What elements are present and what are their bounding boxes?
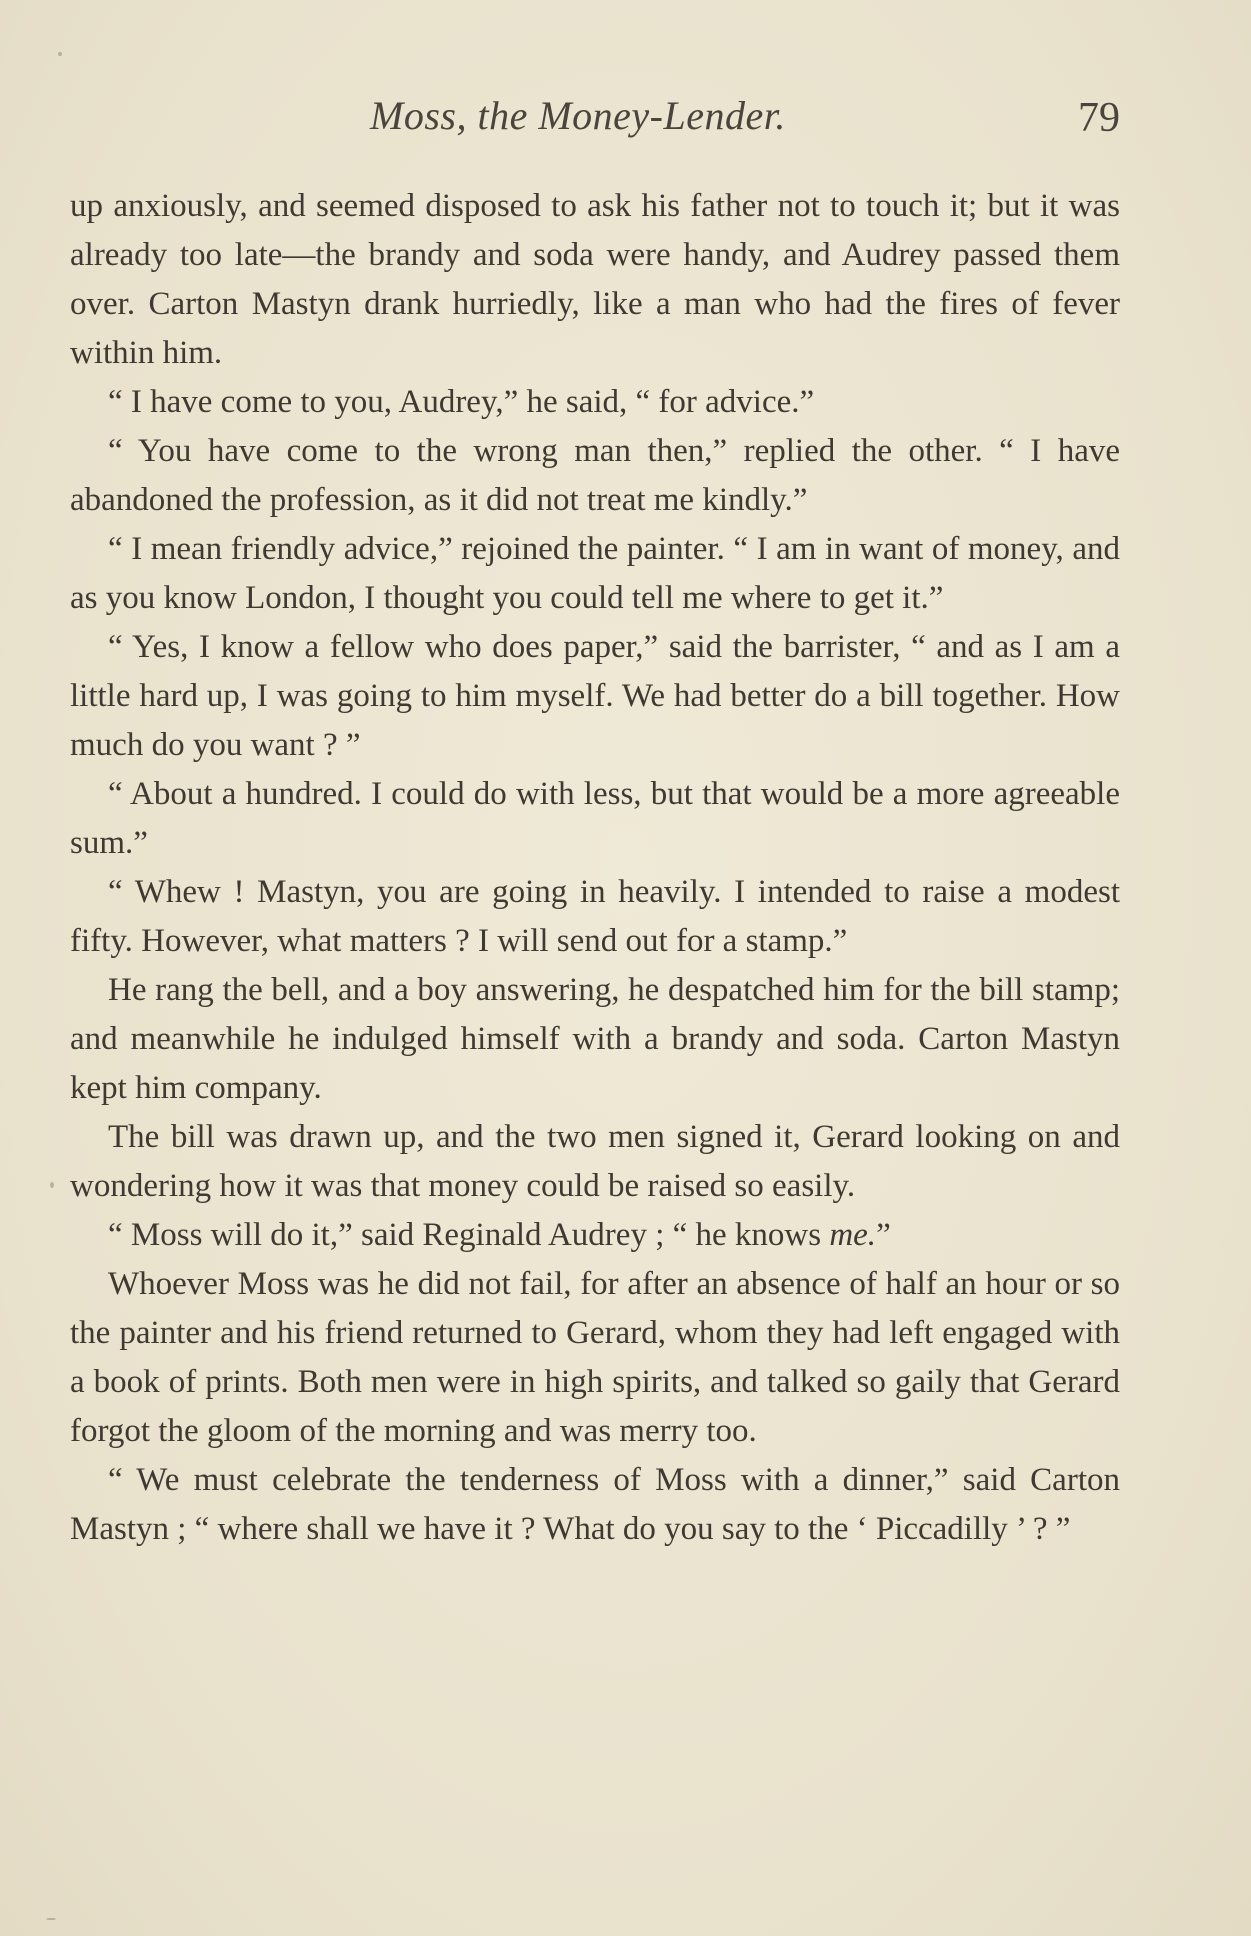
- running-head: [70, 92, 1120, 152]
- paragraph-3: “ You have come to the wrong man then,” replied the other. “ I have abandoned the profession, as it did not treat me kindly.”: [70, 433, 1120, 518]
- paragraph-9: The bill was drawn up, and the two men signed it, Gerard looking on and wondering how it was that money could be raised so easily.: [70, 1119, 1120, 1204]
- paragraph-7: “ Whew ! Mastyn, you are going in heavily. I intended to raise a modest fifty. However, what matters ? I will send out for a stamp.”: [70, 874, 1120, 959]
- paragraph-1: up anxiously, and seemed disposed to ask his father not to touch it; but it was already too late—the brandy and soda were handy, and Audrey passed them over. Carton Mastyn drank hurriedly, like a man who had the fires of fever within him.: [70, 188, 1120, 371]
- paragraph-2: “ I have come to you, Audrey,” he said, “ for advice.”: [108, 384, 815, 420]
- paper-speck: [50, 1182, 54, 1188]
- paragraph-10-close-quote: ”: [876, 1217, 891, 1253]
- paragraph-10-emphasis: me.: [829, 1217, 877, 1253]
- paragraph-5: “ Yes, I know a fellow who does paper,” said the barrister, “ and as I am a little hard up, I was going to him myself. We had better do a bill together. How much do you want ? ”: [70, 629, 1120, 763]
- paragraph-11: Whoever Moss was he did not fail, for after an absence of half an hour or so the painter and his friend returned to Gerard, whom they had left engaged with a book of prints. Both men were in high spirits, and talked so gaily that Gerard forgot the gloom of the morning and was merry too.: [70, 1266, 1120, 1449]
- body-text: [70, 182, 1120, 1554]
- page-number: 79: [1078, 95, 1120, 141]
- paragraph-12: “ We must celebrate the tenderness of Moss with a dinner,” said Carton Mastyn ; “ where shall we have it ? What do you say to the ‘ Piccadilly ’ ? ”: [70, 1462, 1120, 1547]
- running-title: Moss, the Money-Lender.: [370, 93, 786, 138]
- paper-speck: [46, 1918, 56, 1920]
- paragraph-4: “ I mean friendly advice,” rejoined the painter. “ I am in want of money, and as you know London, I thought you could tell me where to get it.”: [70, 531, 1120, 616]
- paragraph-10: [70, 1211, 1120, 1260]
- paper-speck: [58, 52, 62, 56]
- paragraph-8: He rang the bell, and a boy answering, he despatched him for the bill stamp; and meanwhile he indulged himself with a brandy and soda. Carton Mastyn kept him company.: [70, 972, 1120, 1106]
- paragraph-10-text: “ Moss will do it,” said Reginald Audrey ; “ he knows: [108, 1217, 830, 1253]
- paragraph-6: “ About a hundred. I could do with less, but that would be a more agreeable sum.”: [70, 776, 1120, 861]
